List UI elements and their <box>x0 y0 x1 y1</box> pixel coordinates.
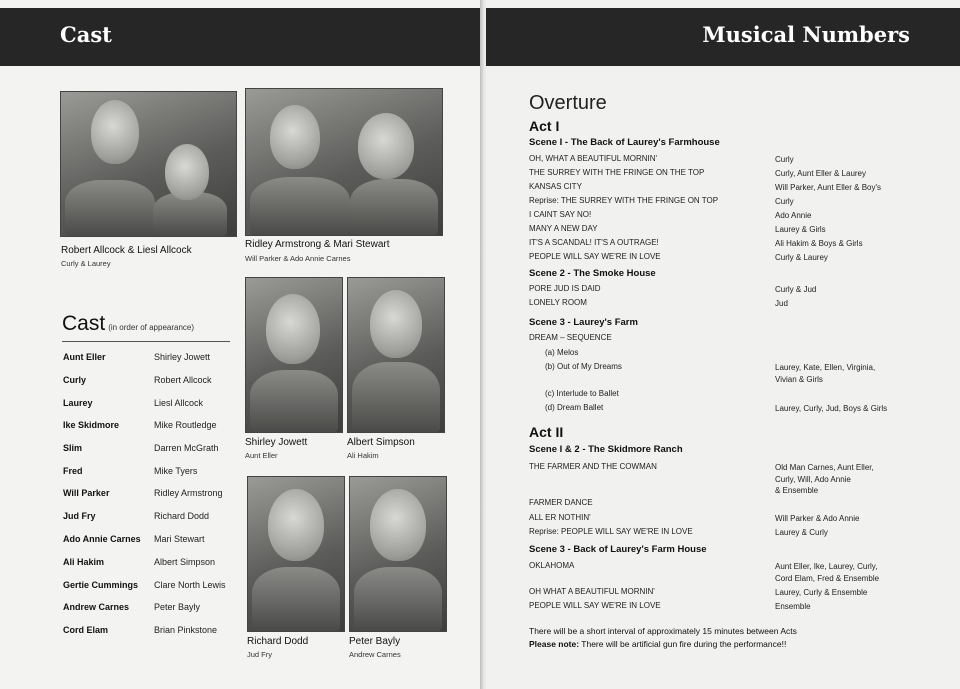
overture-heading: Overture <box>529 92 607 114</box>
cast-row <box>63 534 253 552</box>
photo-caption-name: Richard Dodd <box>247 636 309 647</box>
cast-row <box>63 557 253 575</box>
cast-actor: Albert Simpson <box>154 557 216 567</box>
scene-heading: Scene 3 - Laurey's Farm <box>529 317 638 328</box>
cast-row <box>63 398 253 416</box>
photo-albert-simpson <box>347 277 445 433</box>
photo-caption-name: Albert Simpson <box>347 437 415 448</box>
photo-caption-name: Shirley Jowett <box>245 437 308 448</box>
song-performers: Laurey & Girls <box>775 225 826 234</box>
cast-role: Will Parker <box>63 488 110 498</box>
cast-actor: Mike Tyers <box>154 466 198 476</box>
cast-actor: Brian Pinkstone <box>154 625 218 635</box>
cast-actor: Ridley Armstrong <box>154 488 223 498</box>
cast-row <box>63 420 253 438</box>
cast-role: Jud Fry <box>63 511 96 521</box>
gunfire-warning <box>529 639 786 649</box>
cast-actor: Peter Bayly <box>154 602 201 612</box>
song-performers: Ado Annie <box>775 211 812 220</box>
musical-numbers-page-title: Musical Numbers <box>702 22 910 47</box>
scene-heading: Scene 3 - Back of Laurey's Farm House <box>529 544 707 555</box>
cast-row <box>63 375 253 393</box>
song-title: THE SURREY WITH THE FRINGE ON THE TOP <box>529 168 705 177</box>
song-performers: Will Parker & Ado Annie <box>775 514 860 523</box>
photo-caption-name: Ridley Armstrong & Mari Stewart <box>245 239 390 250</box>
cast-role: Ado Annie Carnes <box>63 534 141 544</box>
song-performers: Curly <box>775 155 794 164</box>
cast-role: Ali Hakim <box>63 557 105 567</box>
song-title: OKLAHOMA <box>529 561 575 570</box>
song-title: ALL ER NOTHIN' <box>529 513 591 522</box>
cast-actor: Richard Dodd <box>154 511 210 521</box>
warning-label: Please note: <box>529 639 580 649</box>
scene-heading: Scene I - The Back of Laurey's Farmhouse <box>529 137 720 148</box>
song-title: (b) Out of My Dreams <box>545 362 622 371</box>
song-performers: Curly & Laurey <box>775 253 828 262</box>
song-title: (a) Melos <box>545 348 579 357</box>
photo-caption-name: Robert Allcock & Liesl Allcock <box>61 245 192 256</box>
cast-page-title: Cast <box>60 22 112 47</box>
song-title: OH WHAT A BEAUTIFUL MORNIN' <box>529 587 655 596</box>
interval-note: There will be a short interval of approximately 15 minutes between Acts <box>529 626 797 636</box>
photo-caption-role: Andrew Carnes <box>349 650 401 659</box>
cast-role: Ike Skidmore <box>63 420 120 430</box>
cast-row <box>63 443 253 461</box>
cast-heading-divider <box>62 341 230 342</box>
song-title: PORE JUD IS DAID <box>529 284 601 293</box>
cast-actor: Shirley Jowett <box>154 352 211 362</box>
song-title: (c) Interlude to Ballet <box>545 389 619 398</box>
cast-actor: Mike Routledge <box>154 420 217 430</box>
photo-richard-dodd <box>247 476 345 632</box>
cast-row <box>63 352 253 370</box>
photo-robert-liesl-allcock <box>60 91 237 237</box>
photo-caption-role: Aunt Eller <box>245 451 278 460</box>
song-performers: Ensemble <box>775 602 811 611</box>
song-title: THE FARMER AND THE COWMAN <box>529 462 657 471</box>
cast-actor: Robert Allcock <box>154 375 212 385</box>
cast-role: Gertie Cummings <box>63 580 139 590</box>
photo-caption-role: Jud Fry <box>247 650 273 659</box>
photo-caption-role: Will Parker & Ado Annie Carnes <box>245 254 351 263</box>
song-title: DREAM – SEQUENCE <box>529 333 612 342</box>
cast-row <box>63 602 253 620</box>
cast-actor: Mari Stewart <box>154 534 205 544</box>
song-title: LONELY ROOM <box>529 298 587 307</box>
cast-role: Cord Elam <box>63 625 109 635</box>
cast-actor: Darren McGrath <box>154 443 219 453</box>
cast-row <box>63 580 253 598</box>
act-two-heading: Act II <box>529 424 564 440</box>
song-title: PEOPLE WILL SAY WE'RE IN LOVE <box>529 252 661 261</box>
cast-actor: Clare North Lewis <box>154 580 226 590</box>
scene-heading: Scene I & 2 - The Skidmore Ranch <box>529 444 683 455</box>
song-performers: Will Parker, Aunt Eller & Boy's <box>775 183 882 192</box>
photo-caption-role: Ali Hakim <box>347 451 379 460</box>
song-title: Reprise: THE SURREY WITH THE FRINGE ON TOP <box>529 196 719 205</box>
musical-numbers-header-band <box>486 8 960 66</box>
song-performers: Aunt Eller, Ike, Laurey, Curly, Cord Elam, Fred & Ensemble <box>775 562 880 583</box>
song-title: MANY A NEW DAY <box>529 224 598 233</box>
cast-actor: Liesl Allcock <box>154 398 204 408</box>
cast-role: Aunt Eller <box>63 352 106 362</box>
cast-list-heading: Cast (in order of appearance) <box>62 312 195 335</box>
song-performers: Laurey, Curly & Ensemble <box>775 588 868 597</box>
cast-row <box>63 466 253 484</box>
cast-list-subheading: (in order of appearance) <box>108 323 195 332</box>
photo-shirley-jowett <box>245 277 343 433</box>
song-title: Reprise: PEOPLE WILL SAY WE'RE IN LOVE <box>529 527 693 536</box>
song-title: PEOPLE WILL SAY WE'RE IN LOVE <box>529 601 661 610</box>
cast-row <box>63 625 253 643</box>
song-performers: Curly & Jud <box>775 285 817 294</box>
warning-text: There will be artificial gun fire during the performance!! <box>579 639 787 649</box>
act-one-heading: Act I <box>529 118 560 134</box>
song-performers: Laurey, Curly, Jud, Boys & Girls <box>775 404 888 413</box>
song-performers: Curly <box>775 197 794 206</box>
song-performers: Old Man Carnes, Aunt Eller, Curly, Will, Ado Annie & Ensemble <box>775 463 874 495</box>
song-performers: Laurey & Curly <box>775 528 828 537</box>
cast-role: Slim <box>63 443 83 453</box>
song-title: I CAINT SAY NO! <box>529 210 592 219</box>
photo-caption-name: Peter Bayly <box>349 636 401 647</box>
song-performers: Ali Hakim & Boys & Girls <box>775 239 863 248</box>
cast-role: Curly <box>63 375 87 385</box>
photo-peter-bayly <box>349 476 447 632</box>
cast-role: Andrew Carnes <box>63 602 130 612</box>
cast-row <box>63 488 253 506</box>
cast-row <box>63 511 253 529</box>
song-title: KANSAS CITY <box>529 182 582 191</box>
musical-numbers-page <box>486 0 960 689</box>
song-title: IT'S A SCANDAL! IT'S A OUTRAGE! <box>529 238 659 247</box>
song-title: (d) Dream Ballet <box>545 403 604 412</box>
song-performers: Curly, Aunt Eller & Laurey <box>775 169 867 178</box>
photo-ridley-armstrong-mari-stewart <box>245 88 443 236</box>
song-title: FARMER DANCE <box>529 498 593 507</box>
cast-header-band <box>0 8 484 66</box>
scene-heading: Scene 2 - The Smoke House <box>529 268 656 279</box>
cast-role: Fred <box>63 466 83 476</box>
photo-caption-role: Curly & Laurey <box>61 259 111 268</box>
song-performers: Jud <box>775 299 788 308</box>
song-performers: Laurey, Kate, Ellen, Virginia, Vivian & Girls <box>775 363 876 384</box>
cast-role: Laurey <box>63 398 93 408</box>
song-title: OH, WHAT A BEAUTIFUL MORNIN' <box>529 154 658 163</box>
